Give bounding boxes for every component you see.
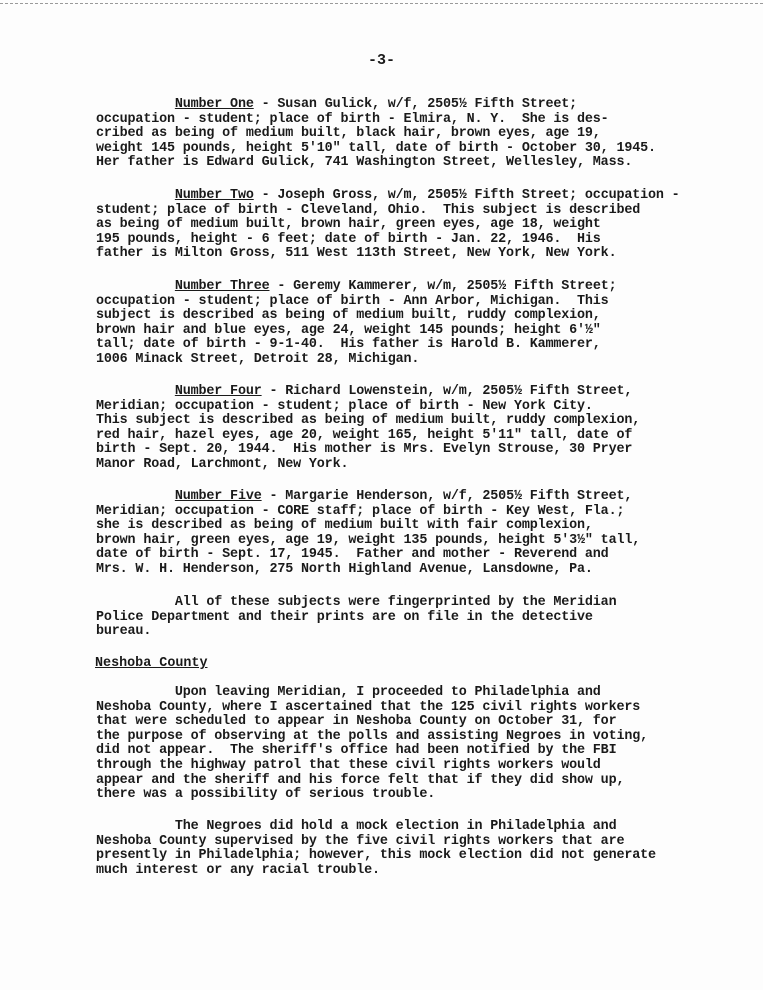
subject-paragraph-4: Number Four - Richard Lowenstein, w/m, 2505½ Fifth Street, Meridian; occupation - student; place of birth - New York City. This subject is described as being of medium built, ruddy complexion, red hair, hazel eyes, age 20, weight 165, height 5'11" tall, date of birth - Sept. 20, 1944. His mother is Mrs. Evelyn Strouse, 30 Pryer Manor Road, Larchmont, New York. bbox=[96, 384, 641, 472]
neshoba-paragraph-2: The Negroes did hold a mock election in Philadelphia and Neshoba County supervised by the five civil rights workers that are presently in Philadelphia; however, this mock election did not generate much interest or any racial trouble. bbox=[96, 819, 656, 878]
subject-paragraph-1: Number One - Susan Gulick, w/f, 2505½ Fifth Street; occupation - student; place of birth - Elmira, N. Y. She is des- cribed as being of medium built, black hair, brown eyes, age 19, weight 145 pounds, height 5'10" tall, date of birth - October 30, 1945. Her father is Edward Gulick, 741 Washington Street, Wellesley, Mass. bbox=[96, 97, 656, 171]
subject-label: Number Five bbox=[174, 489, 262, 504]
subject-paragraph-3: Number Three - Geremy Kammerer, w/m, 2505½ Fifth Street; occupation - student; place of birth - Ann Arbor, Michigan. This subject is described as being of medium built, ruddy complexion, brown hair and blue eyes, age 24, weight 145 pounds; height 6'½" tall; date of birth - 9-1-40. His father is Harold B. Kammerer, 1006 Minack Street, Detroit 28, Michigan. bbox=[96, 279, 617, 367]
subject-label: Number Four bbox=[174, 384, 262, 399]
scan-top-edge bbox=[0, 3, 763, 6]
fingerprint-paragraph: All of these subjects were fingerprinted by the Meridian Police Department and their prints are on file in the detective bureau. bbox=[96, 595, 617, 640]
page-number: -3- bbox=[367, 52, 395, 69]
subject-label: Number One bbox=[174, 97, 254, 112]
section-heading: Neshoba County bbox=[95, 656, 208, 671]
subject-paragraph-5: Number Five - Margarie Henderson, w/f, 2505½ Fifth Street, Meridian; occupation - CORE staff; place of birth - Key West, Fla.; she is described as being of medium built with fair complexion, brown hair, green eyes, age 19, weight 135 pounds, height 5'3½" tall, date of birth - Sept. 17, 1945. Father and mother - Reverend and Mrs. W. H. Henderson, 275 North Highland Avenue, Lansdowne, Pa. bbox=[96, 489, 641, 577]
subject-label: Number Two bbox=[174, 188, 254, 203]
subject-paragraph-2: Number Two - Joseph Gross, w/m, 2505½ Fifth Street; occupation - student; place of birth - Cleveland, Ohio. This subject is described as being of medium built, brown hair, green eyes, age 18, weight 195 pounds, height - 6 feet; date of birth - Jan. 22, 1946. His father is Milton Gross, 511 West 113th Street, New York, New York. bbox=[96, 188, 680, 262]
neshoba-paragraph-1: Upon leaving Meridian, I proceeded to Philadelphia and Neshoba County, where I ascertained that the 125 civil rights workers that were scheduled to appear in Neshoba County on October 31, for the purpose of observing at the polls and assisting Negroes in voting, did not appear. The sheriff's office had been notified by the FBI through the highway patrol that these civil rights workers would appear and the sheriff and his force felt that if they did show up, there was a possibility of serious trouble. bbox=[96, 685, 648, 803]
subject-label: Number Three bbox=[174, 279, 270, 294]
